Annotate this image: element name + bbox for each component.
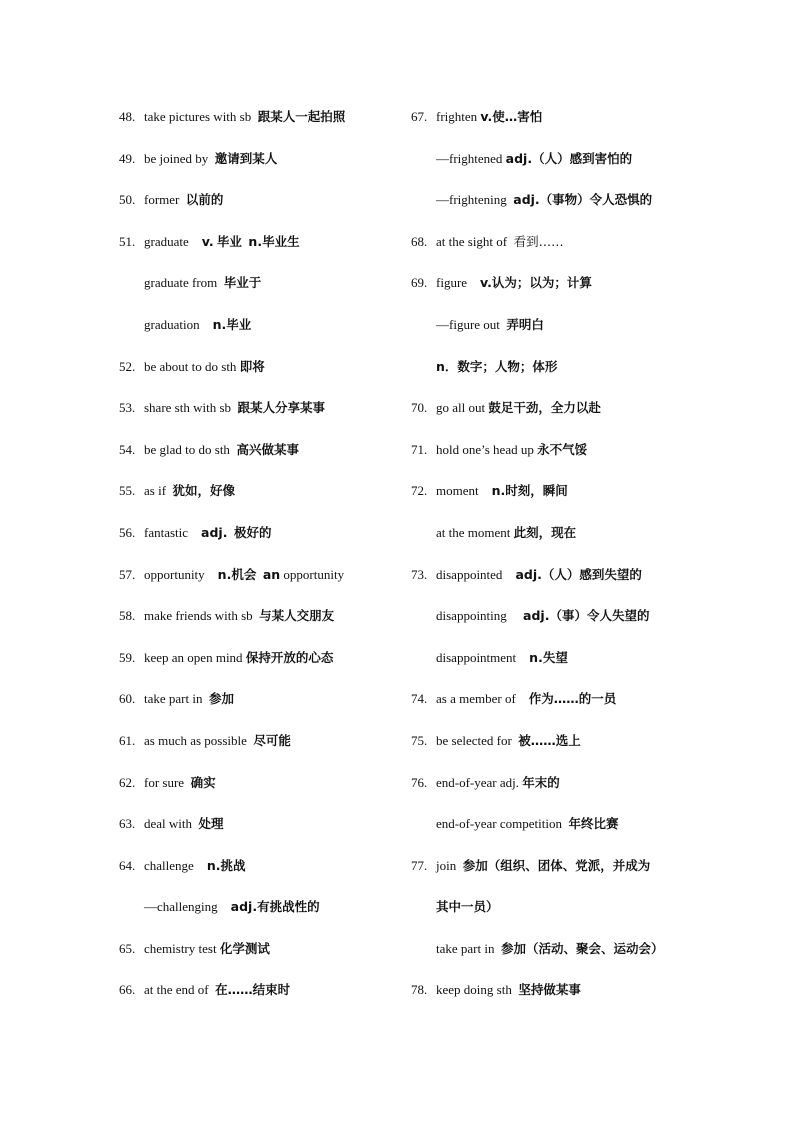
english-term: at the moment — [436, 524, 511, 540]
chinese-meaning: 其中一员） — [436, 899, 499, 915]
part-of-speech: n.失望 — [529, 649, 568, 665]
chinese-meaning: 化学测试 — [219, 940, 270, 956]
item-number: 68. — [411, 233, 428, 249]
item-number: 51. — [119, 233, 136, 249]
item-number: 58. — [119, 608, 136, 624]
chinese-meaning: 鼓足干劲，全力以赴 — [488, 400, 601, 416]
chinese-meaning: 坚持做某事 — [518, 982, 581, 998]
chinese-meaning: 年终比赛 — [568, 816, 619, 832]
item-number: 62. — [119, 774, 136, 790]
vocab-item — [119, 938, 399, 980]
english-term: moment — [436, 483, 479, 499]
vocab-item — [119, 605, 399, 647]
chinese-meaning: 邀请到某人 — [214, 150, 278, 166]
vocab-item — [119, 106, 399, 148]
chinese-meaning: 作为……的一员 — [528, 691, 617, 707]
vocab-item — [411, 189, 681, 231]
vocab-item — [119, 730, 399, 772]
part-of-speech: adj.（事物）令人恐惧的 — [513, 192, 653, 208]
chinese-meaning: 永不气馁 — [537, 441, 588, 457]
vocab-item — [119, 896, 399, 938]
item-number: 70. — [411, 400, 428, 416]
vocab-item — [411, 772, 681, 814]
vocab-item — [411, 272, 681, 314]
vocab-item — [411, 979, 681, 1021]
vocab-item — [411, 730, 681, 772]
vocab-item — [119, 647, 399, 689]
vocab-item — [411, 896, 681, 938]
english-term: at the sight of — [436, 233, 508, 249]
chinese-meaning: 犹如，好像 — [172, 483, 236, 499]
vocab-item — [119, 314, 399, 356]
english-term: deal with — [144, 816, 193, 832]
part-of-speech: n.机会 — [217, 566, 257, 582]
english-term: be joined by — [144, 150, 209, 166]
english-term: make friends with sb — [144, 608, 253, 624]
part-of-speech: n.毕业 — [212, 316, 252, 332]
vocab-item — [411, 522, 681, 564]
item-number: 67. — [411, 109, 428, 124]
chinese-meaning: 在……结束时 — [215, 982, 291, 998]
item-number: 75. — [411, 732, 428, 748]
vocab-item — [119, 480, 399, 522]
english-term: be about to do sth — [144, 358, 237, 374]
chinese-meaning: 即将 — [239, 358, 265, 374]
english-term: graduate — [144, 233, 189, 249]
vocab-item — [119, 397, 399, 439]
english-term: keep an open mind — [144, 649, 243, 665]
vocab-item — [411, 106, 681, 148]
english-term: opportunity — [283, 566, 345, 582]
part-of-speech: adj.（人）感到失望的 — [515, 566, 642, 582]
chinese-meaning: 参加（组织、团体、党派，并成为 — [462, 857, 651, 873]
vocab-item — [119, 522, 399, 564]
chinese-meaning: 被……选上 — [518, 732, 581, 748]
vocab-item — [119, 855, 399, 897]
part-of-speech: v.使…害怕 — [480, 109, 543, 124]
vocab-item — [119, 231, 399, 273]
vocab-item — [411, 605, 681, 647]
chinese-meaning: 尽可能 — [253, 732, 291, 748]
vocab-item — [411, 148, 681, 190]
english-term: former — [144, 192, 180, 208]
english-term: join — [436, 857, 457, 873]
item-number: 57. — [119, 566, 136, 582]
english-term: as much as possible — [144, 732, 247, 748]
item-number: 52. — [119, 358, 136, 374]
item-number: 50. — [119, 192, 136, 208]
english-term: graduation — [144, 316, 200, 332]
chinese-meaning: 参加 — [208, 691, 234, 707]
english-term: end-of-year competition — [436, 816, 562, 832]
part-of-speech: v. — [201, 233, 214, 249]
item-number: 60. — [119, 691, 136, 707]
item-number: 69. — [411, 275, 428, 291]
chinese-meaning: 弄明白 — [506, 316, 544, 332]
english-term: fantastic — [144, 524, 189, 540]
english-term: hold one’s head up — [436, 441, 534, 457]
item-number: 73. — [411, 566, 428, 582]
vocab-item — [411, 439, 681, 481]
article: an — [262, 566, 281, 582]
vocab-item — [119, 148, 399, 190]
english-term: disappointment — [436, 649, 517, 665]
item-number: 56. — [119, 524, 136, 540]
item-number: 54. — [119, 441, 136, 457]
part-of-speech: adj.有挑战性的 — [230, 899, 320, 915]
chinese-meaning: 参加（活动、聚会、运动会） — [500, 940, 664, 956]
item-number: 76. — [411, 774, 428, 790]
english-term: disappointing — [436, 608, 507, 624]
english-term: keep doing sth — [436, 982, 512, 998]
vocab-item — [411, 688, 681, 730]
item-number: 49. — [119, 150, 136, 166]
english-term: take pictures with sb — [144, 109, 252, 124]
english-term: as if — [144, 483, 167, 499]
vocab-item — [411, 231, 681, 273]
part-of-speech: adj.（人）感到害怕的 — [505, 150, 633, 166]
chinese-meaning: 年末的 — [522, 774, 560, 790]
english-term: for sure — [144, 774, 185, 790]
chinese-meaning: 保持开放的心态 — [245, 649, 334, 665]
chinese-meaning: 与某人交朋友 — [259, 608, 335, 624]
part-of-speech: n.毕业生 — [248, 233, 300, 249]
chinese-meaning: 极好的 — [233, 524, 272, 540]
english-term: —frightened — [436, 150, 503, 166]
part-of-speech: n.时刻，瞬间 — [491, 483, 568, 499]
vocab-item — [411, 647, 681, 689]
chinese-meaning: 以前的 — [185, 192, 224, 208]
item-number: 53. — [119, 400, 136, 416]
vocab-item — [119, 356, 399, 398]
vocab-item — [411, 356, 681, 398]
english-term: share sth with sb — [144, 400, 232, 416]
chinese-meaning: 跟某人一起拍照 — [257, 109, 346, 124]
part-of-speech: n.挑战 — [206, 857, 246, 873]
vocab-item — [119, 564, 399, 606]
english-term: take part in — [436, 940, 495, 956]
chinese-meaning: 高兴做某事 — [236, 441, 299, 457]
part-of-speech: v.认为；以为；计算 — [480, 275, 592, 291]
vocab-item — [411, 938, 681, 980]
vocab-item — [119, 439, 399, 481]
vocab-item — [411, 314, 681, 356]
vocab-item — [119, 979, 399, 1021]
part-of-speech: n．数字；人物；体形 — [436, 358, 558, 374]
english-term: end-of-year adj. — [436, 774, 520, 790]
vocab-item — [119, 813, 399, 855]
chinese-meaning: 确实 — [190, 774, 216, 790]
english-term: take part in — [144, 691, 203, 707]
item-number: 77. — [411, 857, 428, 873]
english-term: be glad to do sth — [144, 441, 230, 457]
english-term: —figure out — [436, 316, 500, 332]
vocab-item — [119, 688, 399, 730]
english-term: —challenging — [144, 899, 218, 915]
english-term: challenge — [144, 857, 194, 873]
english-term: figure — [436, 275, 468, 291]
right-column — [411, 106, 681, 1021]
item-number: 71. — [411, 441, 428, 457]
english-term: graduate from — [144, 275, 218, 291]
item-number: 78. — [411, 982, 428, 998]
item-number: 64. — [119, 857, 136, 873]
english-term: as a member of — [436, 691, 516, 707]
part-of-speech: adj.（事）令人失望的 — [523, 608, 650, 624]
item-number: 59. — [119, 649, 136, 665]
chinese-meaning: 毕业于 — [223, 275, 262, 291]
english-term: opportunity — [144, 566, 205, 582]
part-of-speech: adj. — [201, 524, 228, 540]
english-term: go all out — [436, 400, 486, 416]
chinese-meaning: 跟某人分享某事 — [237, 400, 326, 416]
chinese-meaning: 看到…… — [513, 233, 564, 249]
vocab-item — [119, 272, 399, 314]
english-term: —frightening — [436, 192, 507, 208]
item-number: 55. — [119, 483, 136, 499]
english-term: disappointed — [436, 566, 503, 582]
item-number: 72. — [411, 483, 428, 499]
item-number: 48. — [119, 109, 136, 124]
item-number: 66. — [119, 982, 136, 998]
item-number: 65. — [119, 940, 136, 956]
chinese-meaning: 毕业 — [216, 233, 242, 249]
vocab-item — [411, 480, 681, 522]
left-column — [119, 106, 399, 1021]
chinese-meaning: 此刻，现在 — [513, 524, 577, 540]
english-term: at the end of — [144, 982, 209, 998]
chinese-meaning: 处理 — [198, 816, 224, 832]
vocab-item — [119, 189, 399, 231]
item-number: 61. — [119, 732, 136, 748]
english-term: be selected for — [436, 732, 512, 748]
vocab-item — [411, 564, 681, 606]
item-number: 74. — [411, 691, 428, 707]
item-number: 63. — [119, 816, 136, 832]
english-term: chemistry test — [144, 940, 217, 956]
vocab-item — [411, 855, 681, 897]
vocab-item — [119, 772, 399, 814]
vocab-item — [411, 813, 681, 855]
vocab-item — [411, 397, 681, 439]
english-term: frighten — [436, 109, 478, 124]
